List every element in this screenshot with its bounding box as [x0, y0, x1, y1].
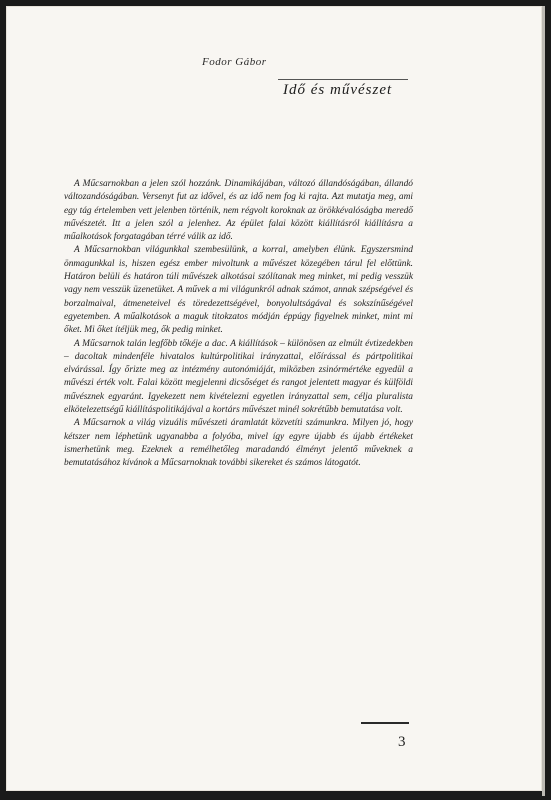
article-body [64, 178, 413, 471]
article-title: Idő és művészet [283, 82, 393, 98]
page-edge [542, 6, 545, 796]
page-number: 3 [398, 734, 406, 750]
title-rule [278, 79, 408, 80]
paragraph-4: A Műcsarnok a világ vizuális művészeti áramlatát közvetíti számunkra. Milyen jó, hogy kétszer nem léphetünk ugyanabba a folyóba, mivel így egyre újabb és újabb értékeket ismerhetünk meg. Ezeknek a remélhetőleg maradandó élményt jelentő műveknek a bemutatásához kívánok a Műcsarnoknak további sikereket és számos látogatót. [64, 418, 413, 469]
paragraph-3: A Műcsarnok talán legfőbb tőkéje a dac. A kiállítások – különösen az elmúlt évtizedekben – dacoltak mindenféle hivatalos kultúrpolitikai irányzattal, előírással és pártpolitikai elvárással. Így őrizte meg az intézmény autonómiáját, miközben zsinórmértéke egyedül a művészi érték volt. Falai között megjelenni dicsőséget és rangot jelentett magyar és külföldi művésznek egyaránt. Igyekezett nem kivételezni egyetlen irányzattal sem, célja pluralista elkötelezettségű kiállításpolitikájával a kortárs művészet minél sokrétűbb bemutatása volt. [64, 338, 413, 416]
author-name: Fodor Gábor [202, 56, 267, 68]
paragraph-1: A Műcsarnokban a jelen szól hozzánk. Dinamikájában, változó állandóságában, állandó változandóságában. Versenyt fut az idővel, és az idő nem fog ki rajta. Azt mutatja meg, ami egy tág értelemben vett jelenben történik, nem régvolt koroknak az örökkévalóságba meredő művészetét. Itt a jelen szól a jelenhez. Az épület falai között kiállításról kiállításra a műalkotások forgatagában térré válik az idő. [64, 179, 413, 243]
paragraph-2: A Műcsarnokban világunkkal szembesülünk, a korral, amelyben élünk. Egyszersmind önmagunkkal is, hiszen egész ember mivoltunk a művészet közegében tárul fel előttünk. Határon belüli és határon túli művészek alkotásai szólítanak meg minket, mi pedig vesszük vagy nem vesszük üzenetüket. A művek a mi világunkról adnak számot, annak szépségével és borzalmaival, átmeneteivel és töredezettségével, bonyolultságával és sokszínűségével egyetemben. A műalkotások a maguk titokzatos módján éppúgy figyelnek minket, mint mi őket. Mi őket ítéljük meg, ők pedig minket. [64, 245, 413, 336]
page-number-rule [361, 722, 409, 724]
